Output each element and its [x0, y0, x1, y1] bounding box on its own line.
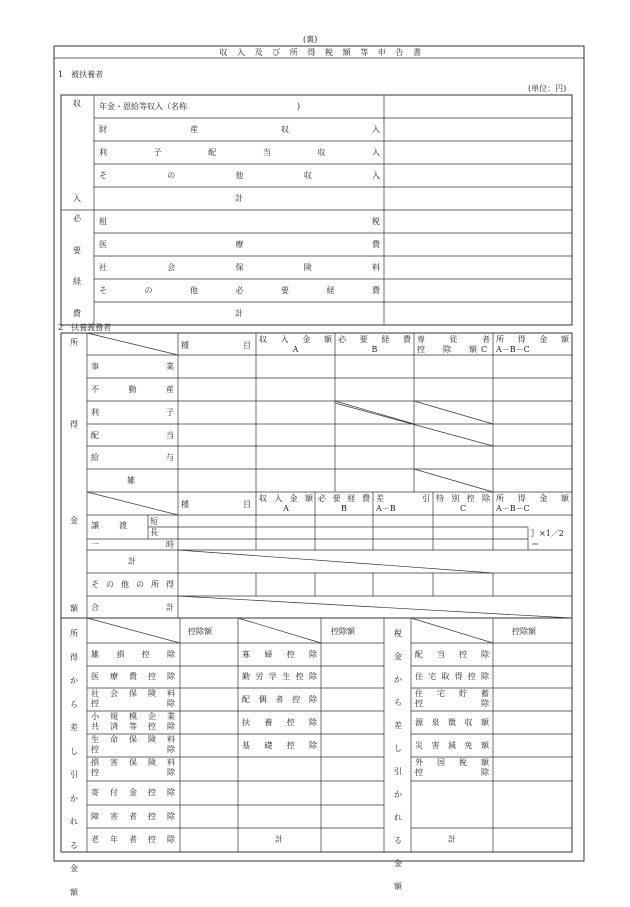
row-business: 事業	[91, 362, 174, 371]
medical-label: 医療費	[99, 240, 380, 249]
col1-item-label: 共済等控除	[91, 722, 175, 731]
col3-item-label: 住宅取得控除	[415, 672, 489, 681]
col2-item-label: 扶養控除	[242, 717, 317, 727]
income-side-label	[72, 99, 82, 209]
income-deductions-side-text: 所得から差し引かれる金額	[70, 629, 78, 897]
back-side-mark: (裏)	[303, 35, 318, 44]
header-expense-sub: B	[371, 345, 378, 354]
col1-item-label: 生命保険料	[91, 735, 175, 744]
col1-item-label: 社会保険料	[91, 689, 175, 698]
col3-item-label: 配当控除	[415, 649, 489, 659]
col1-item-label: 障害者控除	[91, 811, 175, 821]
col3-deduction-header: 控除額	[512, 627, 536, 636]
transfer-header-income-sub: A	[283, 504, 289, 513]
subtotal-label: 計	[128, 557, 136, 566]
col2-item-label: 寡婦控除	[242, 649, 317, 659]
transfer-short: 短	[150, 517, 158, 526]
expense-total-label: 計	[235, 309, 243, 318]
row-salary: 給与	[91, 453, 174, 462]
pension-income-label: 年金・恩給等収入（名称	[99, 102, 187, 111]
header-income-sub: A	[292, 345, 299, 354]
col2-item-label: 配偶者控除	[242, 694, 317, 704]
col3-item-label: 災害減免額	[415, 740, 489, 750]
section1-heading: 1 被扶養者	[58, 70, 104, 79]
col2-item-label: 基礎控除	[242, 740, 317, 750]
header-net: 所得金額	[496, 335, 569, 344]
header-income: 収入金額	[259, 335, 332, 344]
transfer-header-expense-sub: B	[341, 504, 347, 513]
section2-heading: 2 扶養義務者	[58, 323, 112, 332]
col3-item-label: 控除	[415, 699, 489, 708]
col1-item-label: 損害保険料	[91, 758, 175, 767]
col2-deduction-header: 控除額	[331, 627, 355, 636]
interest-dividend-label: 利子配当収入	[99, 148, 380, 157]
other-expense-label: その他必要経費	[99, 286, 380, 295]
transfer-header-net-sub: A－B－C	[496, 504, 530, 513]
tax-label: 租税	[99, 217, 380, 226]
side-label-mid: 金	[70, 516, 78, 525]
transfer-header-diff-sub: A－B	[376, 504, 396, 513]
col1-item-label: 控除	[91, 745, 175, 754]
half-multiplier: ｝×1／2	[531, 529, 564, 538]
property-income-label: 財産収入	[99, 125, 380, 134]
equals-mark: ＝	[531, 540, 539, 549]
col3-item-label: 源泉徴収額	[415, 717, 489, 727]
social-insurance-label: 社会保険料	[99, 263, 380, 272]
transfer-header-kind: 種目	[181, 500, 251, 509]
expense-side-text: 必 要 経 費	[73, 214, 81, 318]
header-family-sub: C	[481, 345, 488, 354]
transfer-header-income: 収入金額	[259, 494, 313, 503]
header-family-deduction: 控除額	[417, 345, 477, 354]
col3-item-label: 住宅貯蓄	[415, 689, 489, 698]
transfer-long: 長	[150, 528, 158, 537]
row-interest: 利子	[91, 408, 174, 417]
transfer-header-special-sub: C	[459, 504, 467, 513]
col2-item-label: 勤労学生控除	[242, 672, 317, 681]
col1-item-label: 医療費控除	[91, 672, 175, 681]
transfer-header-net: 所得金額	[496, 494, 569, 503]
unit-label: (単位：円)	[528, 84, 567, 93]
col1-item-label: 控除	[91, 768, 175, 777]
transfer-header-diff: 差引	[376, 494, 430, 503]
expense-side-label	[72, 214, 82, 320]
col1-item-label: 控除	[91, 699, 175, 708]
col3-item-label: 控除	[415, 768, 489, 777]
income-total-label: 計	[235, 194, 243, 203]
col1-item-label: 小規模企業	[91, 712, 175, 721]
side-label-top-text: 所 得	[70, 338, 78, 429]
transfer-header-special: 特別控除	[436, 494, 490, 503]
row-dividend: 配当	[91, 431, 174, 440]
side-label-bottom: 額	[70, 604, 78, 613]
income-side-text: 収 入	[73, 99, 81, 203]
col1-item-label: 寄付金控除	[91, 788, 175, 797]
transfer-header-expense: 必要経費	[318, 494, 370, 503]
col1-deduction-header: 控除額	[188, 627, 212, 636]
header-kind: 種目	[181, 341, 251, 350]
grand-total-row: 合計	[91, 603, 174, 612]
other-income-label: その他収入	[99, 171, 380, 180]
tax-deductions-side-text: 税金から差し引かれる金額	[394, 629, 402, 891]
income-deductions-side	[69, 622, 79, 897]
header-expense: 必要経費	[338, 335, 411, 344]
row-real-estate: 不動産	[91, 385, 174, 394]
onetime-label: 一時	[91, 540, 174, 549]
header-family-employee: 専従者	[417, 335, 490, 344]
pension-close-paren: )	[297, 102, 301, 111]
col1-item-label: 老年者控除	[91, 835, 175, 844]
side-label-top	[69, 338, 79, 448]
col2-total-label: 計	[275, 835, 283, 844]
other-income-row: その他の所得	[91, 580, 174, 589]
form-title: 収入及び所得税額等申告書	[219, 48, 431, 57]
tax-deductions-side	[393, 622, 403, 891]
row-misc: 雑	[127, 476, 135, 485]
col3-total-label: 計	[448, 835, 456, 844]
transfer-label: 譲渡	[91, 521, 127, 530]
header-net-sub: A－B－C	[496, 345, 530, 354]
col1-item-label: 雑損控除	[91, 649, 175, 659]
col3-item-label: 外国税額	[415, 758, 489, 767]
